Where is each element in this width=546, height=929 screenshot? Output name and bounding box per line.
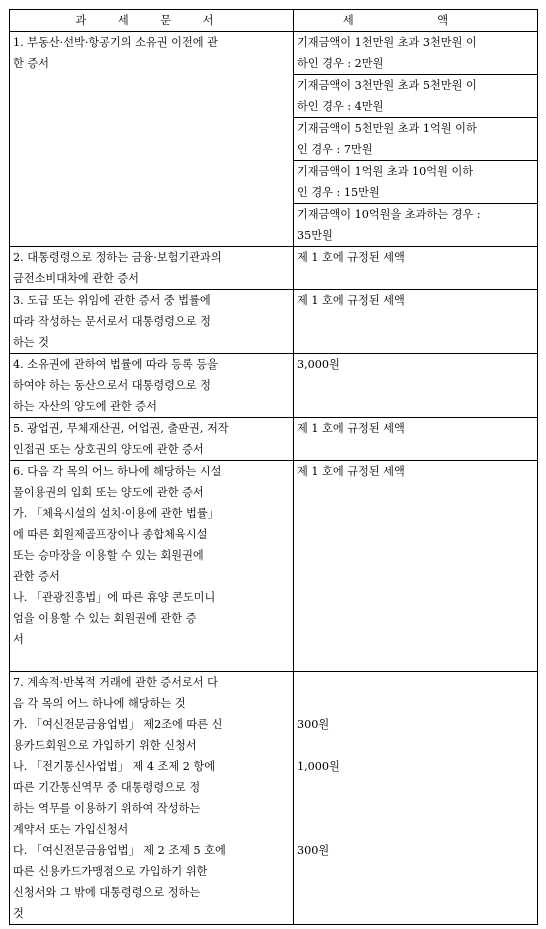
stamp-tax-table-page [9,9,537,922]
row2-tax: 제 1 호에 규정된 세액 [294,247,538,290]
row7-tax-ga: 300원 [297,718,330,731]
row1-tax-tier-2: 기재금액이 3천만원 초과 5천만원 이 하인 경우 : 4만원 [294,75,538,118]
header-document: 과 세 문 서 [10,10,294,32]
row6-tax: 제 1 호에 규정된 세액 [294,461,538,672]
row1-tax-tier-5: 기재금액이 10억원을 초과하는 경우 : 35만원 [294,204,538,247]
table-row [10,672,538,925]
row7-heading: 7. 계속적·반복적 거래에 관한 증서로서 다 음 각 목의 어느 하나에 해당하는 것 [13,676,218,710]
row1-tax-tier-3: 기재금액이 5천만원 초과 1억원 이하 인 경우 : 7만원 [294,118,538,161]
table-header-row [10,10,538,32]
row6-document [10,461,294,672]
stamp-tax-table [9,9,538,925]
row6-item-ga: 가. 「체육시설의 설치·이용에 관한 법률」 에 따른 회원제골프장이나 종합체육시설 또는 승마장을 이용할 수 있는 회원권에 관한 증서 [13,507,219,583]
table-row [10,354,538,418]
row7-item-da: 다. 「여신전문금융업법」 제 2 조제 5 호에 따른 신용카드가맹점으로 가입하기 위한 신청서와 그 밖에 대통령령으로 정하는 것 [13,844,226,920]
row7-tax-na-cell [297,756,534,840]
row7-tax [294,672,538,925]
row7-tax-da-cell [297,840,534,861]
row1-tax-tier-4: 기재금액이 1억원 초과 10억원 이하 인 경우 : 15만원 [294,161,538,204]
row2-document: 2. 대통령령으로 정하는 금융·보험기관과의 금전소비대차에 관한 증서 [10,247,294,290]
row1-document: 1. 부동산·선박·항공기의 소유권 이전에 관 한 증서 [10,32,294,247]
row6-item-na: 나. 「관광진흥법」에 따른 휴양 콘도미니 엄을 이용할 수 있는 회원권에 관한 증 서 [13,591,216,646]
table-row [10,461,538,672]
row3-document: 3. 도급 또는 위임에 관한 증서 중 법률에 따라 작성하는 문서로서 대통령령으로 정 하는 것 [10,290,294,354]
row5-tax: 제 1 호에 규정된 세액 [294,418,538,461]
row1-tax-tier-1: 기재금액이 1천만원 초과 3천만원 이 하인 경우 : 2만원 [294,32,538,75]
row7-tax-na: 1,000원 [297,760,340,773]
row3-tax: 제 1 호에 규정된 세액 [294,290,538,354]
header-tax: 세 액 [294,10,538,32]
row7-tax-ga-cell [297,714,534,756]
row7-document [10,672,294,925]
row4-tax: 3,000원 [294,354,538,418]
row5-document: 5. 광업권, 무체재산권, 어업권, 출판권, 저작 인접권 또는 상호권의 양도에 관한 증서 [10,418,294,461]
row7-tax-da: 300원 [297,844,330,857]
table-row [10,32,538,75]
row6-heading: 6. 다음 각 목의 어느 하나에 해당하는 시설 물이용권의 입회 또는 양도에 관한 증서 [13,465,222,499]
table-row [10,418,538,461]
row7-item-ga: 가. 「여신전문금융업법」 제2조에 따른 신 용카드회원으로 가입하기 위한 신청서 [13,718,223,752]
table-row [10,290,538,354]
table-row [10,247,538,290]
row4-document: 4. 소유권에 관하여 법률에 따라 등록 등을 하여야 하는 동산으로서 대통령령으로 정 하는 자산의 양도에 관한 증서 [10,354,294,418]
row7-item-na: 나. 「전기통신사업법」 제 4 조제 2 항에 따른 기간통신역무 중 대통령령으로 정 하는 역무를 이용하기 위하여 작성하는 계약서 또는 가입신청서 [13,760,215,836]
